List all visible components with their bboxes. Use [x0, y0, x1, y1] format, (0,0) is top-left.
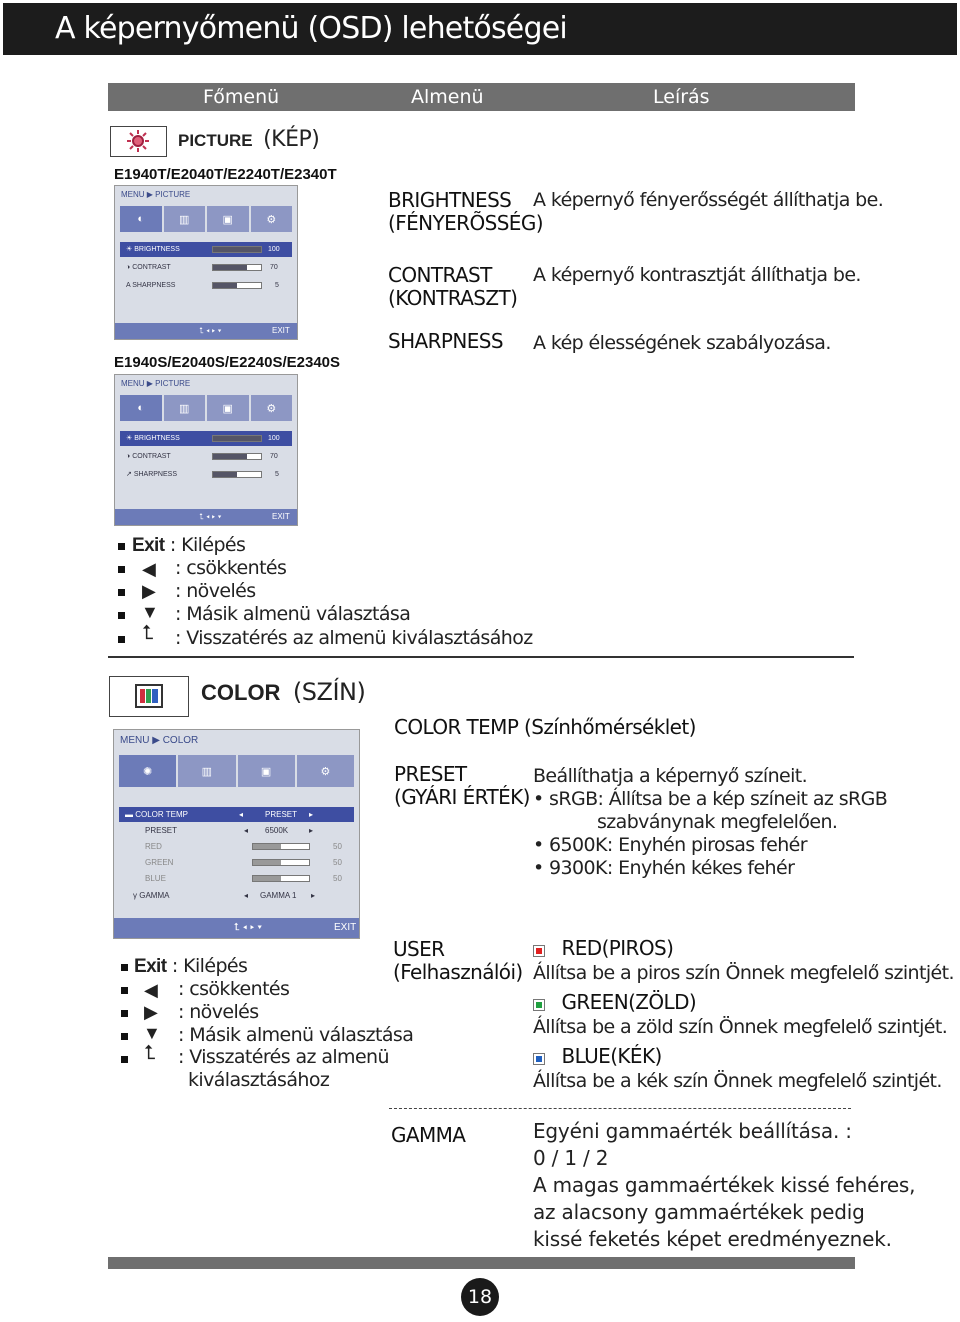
dashed-divider	[389, 1108, 851, 1109]
osd-color-screen	[113, 729, 360, 939]
legend-increase: : növelés	[175, 580, 256, 602]
osd-tab-picture-icon: ◐	[120, 206, 162, 232]
triangle-right-icon: ▶	[142, 581, 156, 601]
desc-green: Állítsa be a zöld szín Önnek megfelelő szintjét.	[533, 1016, 948, 1038]
bullet-icon	[121, 987, 128, 994]
legend-decrease: : csökkentés	[175, 557, 287, 579]
blue-square-icon	[533, 1053, 545, 1065]
osd-tabs	[120, 395, 292, 421]
picture-menu-icon-box	[110, 126, 167, 157]
triangle-left-icon: ◀	[144, 980, 158, 1000]
color-menu-icon-box	[109, 676, 189, 717]
desc-contrast: A képernyő kontrasztját állíthatja be.	[533, 264, 861, 286]
user-blue-item: BLUE(KÉK)	[533, 1045, 662, 1068]
page-title: A képernyőmenü (OSD) lehetőségei	[3, 3, 957, 55]
model-list-s: E1940S/E2040S/E2240S/E2340S	[114, 354, 341, 371]
bullet-icon	[118, 612, 125, 619]
submenu-gamma: GAMMA	[391, 1123, 466, 1147]
return-arrow-icon: ⮤	[144, 1042, 156, 1064]
bullet-icon	[118, 566, 125, 573]
desc-gamma: Egyéni gammaérték beállítása. : 0 / 1 / 2 A magas gammaértékek kissé fehéres, az alacsony gammaértékek pedig kissé feketés képet eredményeznek.	[533, 1119, 916, 1251]
osd-row-brightness: ☀ BRIGHTNESS 100	[120, 242, 292, 257]
osd-picture-screen-s	[114, 374, 298, 526]
submenu-user: USER (Felhasználói)	[393, 937, 523, 984]
osd-row-contrast: ◑ CONTRAST 70	[126, 453, 278, 460]
osd-row-gamma: γ GAMMA ◂ GAMMA 1 ▸	[133, 891, 316, 900]
submenu-brightness: BRIGHTNESS (FÉNYERÕSSÉG)	[388, 188, 543, 235]
bullet-icon	[121, 1033, 128, 1040]
red-square-icon	[533, 945, 545, 957]
legend-back: : Visszatérés az almenü kiválasztásához	[178, 1046, 389, 1091]
footer-bar	[108, 1257, 855, 1269]
legend-decrease: : csökkentés	[178, 978, 290, 1000]
osd-tab-picture-icon: ◐	[120, 395, 162, 421]
column-main: Főmenü	[203, 86, 280, 108]
color-bars-icon	[110, 677, 188, 716]
triangle-down-icon: ▼	[141, 602, 159, 622]
osd-tab-color-icon: ▥	[178, 755, 235, 787]
bullet-icon	[121, 1056, 128, 1063]
osd-breadcrumb: MENU ▶ PICTURE	[121, 379, 191, 388]
osd-tab-settings-icon: ⚙	[251, 395, 293, 421]
osd-tab-display-icon: ▣	[207, 206, 249, 232]
triangle-left-icon: ◀	[142, 559, 156, 579]
column-desc: Leírás	[653, 86, 710, 108]
bullet-icon	[118, 589, 125, 596]
bullet-icon	[118, 543, 125, 550]
submenu-sharpness: SHARPNESS	[388, 329, 503, 353]
osd-row-brightness: ☀ BRIGHTNESS 100	[120, 431, 292, 446]
osd-tab-settings-icon: ⚙	[251, 206, 293, 232]
osd-row-blue: BLUE 50	[145, 874, 342, 883]
osd-row-red: RED 50	[145, 842, 342, 851]
osd-tab-picture-icon: ✺	[119, 755, 176, 787]
osd-picture-screen-t	[114, 185, 298, 340]
osd-nav-bar: ⮤ ◂ ▸ ▾ EXIT	[114, 918, 359, 938]
user-red-item: RED(PIROS)	[533, 937, 673, 960]
page-number: 18	[461, 1278, 499, 1316]
osd-row-preset: PRESET ◂ 6500K ▸	[145, 826, 314, 835]
osd-nav-bar: ⮤ ◂ ▸ ▾ EXIT	[115, 323, 297, 339]
user-green-item: GREEN(ZÖLD)	[533, 991, 696, 1014]
osd-row-sharpness: A SHARPNESS 5	[126, 282, 279, 289]
osd-breadcrumb: MENU ▶ COLOR	[120, 735, 199, 746]
osd-row-green: GREEN 50	[145, 858, 342, 867]
color-heading	[201, 678, 365, 706]
color-temp-title: COLOR TEMP (Színhőmérséklet)	[394, 715, 696, 739]
osd-row-sharpness: ↗ SHARPNESS 5	[126, 471, 279, 478]
picture-heading-hu: (KÉP)	[263, 127, 320, 152]
bullet-icon	[118, 636, 125, 643]
submenu-preset: PRESET (GYÁRI ÉRTÉK)	[394, 762, 530, 809]
osd-tabs	[120, 206, 292, 232]
picture-heading-en: PICTURE	[178, 131, 253, 150]
legend-exit: Exit : Kilépés	[132, 534, 246, 556]
legend-back: : Visszatérés az almenü kiválasztásához	[175, 627, 533, 649]
osd-tab-color-icon: ▥	[164, 206, 206, 232]
desc-red: Állítsa be a piros szín Önnek megfelelő szintjét.	[533, 962, 954, 984]
legend-increase: : növelés	[178, 1001, 259, 1023]
triangle-down-icon: ▼	[143, 1023, 161, 1043]
submenu-contrast: CONTRAST (KONTRASZT)	[388, 263, 518, 310]
section-divider	[108, 656, 854, 658]
return-arrow-icon: ⮤	[142, 622, 154, 644]
legend-next-submenu: : Másik almenü választása	[175, 603, 411, 625]
desc-brightness: A képernyő fényerősségét állíthatja be.	[533, 189, 884, 211]
bullet-icon	[121, 964, 128, 971]
sun-icon	[111, 127, 166, 156]
picture-heading	[178, 127, 319, 152]
osd-tab-settings-icon: ⚙	[297, 755, 354, 787]
osd-tabs	[119, 755, 354, 787]
column-sub: Almenü	[411, 86, 484, 108]
legend-next-submenu: : Másik almenü választása	[178, 1024, 414, 1046]
column-header	[108, 83, 855, 111]
osd-tab-color-icon: ▥	[164, 395, 206, 421]
osd-row-color-temp: ▬ COLOR TEMP ◂ PRESET ▸	[119, 807, 354, 822]
osd-row-contrast: ◑ CONTRAST 70	[126, 264, 278, 271]
color-heading-hu: (SZÍN)	[292, 678, 366, 706]
desc-preset: Beállíthatja a képernyő színeit. • sRGB: Állítsa be a kép színeit az sRGB szabványnak megfelelően. • 6500K: Enyhén pirosas fehér • 9300K: Enyhén kékes fehér	[533, 765, 888, 879]
model-list-t: E1940T/E2040T/E2240T/E2340T	[114, 166, 337, 183]
osd-tab-display-icon: ▣	[207, 395, 249, 421]
desc-sharpness: A kép élességének szabályozása.	[533, 332, 831, 354]
osd-breadcrumb: MENU ▶ PICTURE	[121, 190, 191, 199]
osd-tab-display-icon: ▣	[238, 755, 295, 787]
osd-nav-bar: ⮤ ◂ ▸ ▾ EXIT	[115, 509, 297, 525]
color-heading-en: COLOR	[201, 680, 281, 705]
green-square-icon	[533, 999, 545, 1011]
bullet-icon	[121, 1010, 128, 1017]
legend-exit: Exit : Kilépés	[134, 955, 248, 977]
triangle-right-icon: ▶	[144, 1002, 158, 1022]
desc-blue: Állítsa be a kék szín Önnek megfelelő szintjét.	[533, 1070, 942, 1092]
